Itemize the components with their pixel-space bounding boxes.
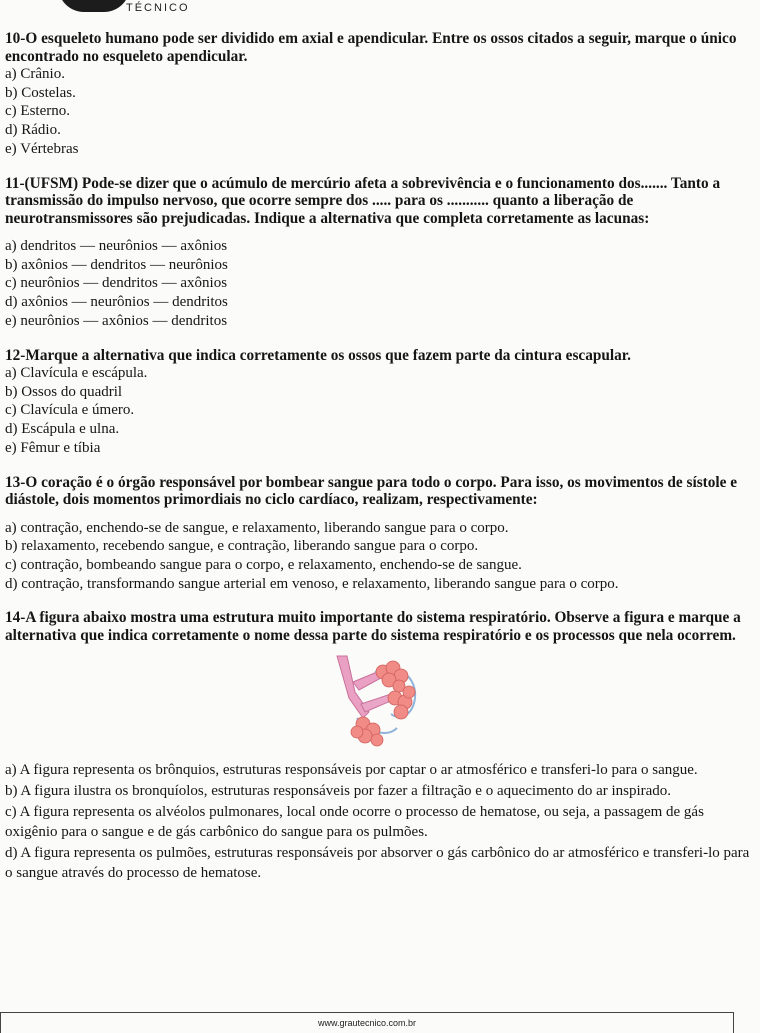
option-14a: a) A figura representa os brônquios, estruturas responsáveis por captar o ar atmosférico e transferi-lo para o sangue.	[5, 762, 698, 779]
option-14d: d) A figura representa os pulmões, estruturas responsáveis por absorver o gás carbônico do ar atmosférico e transferi-lo para o sangue através do processo de hematose.	[5, 844, 750, 882]
question-13	[5, 474, 755, 594]
option-14c: c) A figura representa os alvéolos pulmonares, local onde ocorre o processo de hematose, ou seja, a passagem de gás oxigênio para o sangue e de gás carbônico do sangue para os pulmões.	[5, 803, 704, 841]
question-13-stem: 13-O coração é o órgão responsável por bombear sangue para todo o corpo. Para isso, os movimentos de sístole e diástole, dois momentos primordiais no ciclo cardíaco, realizam, respectivamente:	[5, 473, 738, 509]
option-12a: a) Clavícula e escápula.	[5, 365, 148, 382]
question-14-stem: 14-A figura abaixo mostra uma estrutura muito importante do sistema respiratório. Observe a figura e marque a alternativa que indica corretamente o nome dessa parte do sistema respiratório e os processos que nela ocorrem.	[5, 609, 741, 644]
option-10e: e) Vértebras	[5, 140, 79, 157]
logo-text: TÉCNICO	[126, 2, 190, 14]
question-11-stem: 11-(UFSM) Pode-se dizer que o acúmulo de mercúrio afeta a sobrevivência e o funcionamento dos....... Tanto a transmissão do impulso nervoso, que ocorre sempre dos ..... para os ........... quanto a liberação de neurotransmissores são prejudicadas. Indique a alternativa que completa corretamente as lacunas:	[5, 174, 721, 227]
option-12e: e) Fêmur e tíbia	[5, 439, 101, 456]
option-13c: c) contração, bombeando sangue para o corpo, e relaxamento, enchendo-se de sangue.	[5, 556, 522, 573]
footer-url[interactable]: www.grautecnico.com.br	[0, 1012, 734, 1033]
question-14	[5, 609, 755, 884]
option-10c: c) Esterno.	[5, 103, 70, 120]
question-12-stem: 12-Marque a alternativa que indica corretamente os ossos que fazem parte da cintura escapular.	[5, 346, 631, 364]
question-10	[5, 30, 755, 159]
option-13d: d) contração, transformando sangue arterial em venoso, e relaxamento, liberando sangue para o corpo.	[5, 575, 619, 592]
option-10b: b) Costelas.	[5, 84, 76, 101]
option-11b: b) axônios — dendritos — neurônios	[5, 256, 228, 273]
option-10d: d) Rádio.	[5, 122, 61, 139]
option-11a: a) dendritos — neurônios — axônios	[5, 238, 228, 255]
option-10a: a) Crânio.	[5, 66, 65, 82]
option-11e: e) neurônios — axônios — dendritos	[5, 312, 228, 329]
option-12b: b) Ossos do quadril	[5, 383, 123, 400]
option-11c: c) neurônios — dendritos — axônios	[5, 275, 228, 292]
alveoli-figure	[317, 652, 437, 752]
question-10-stem: 10-O esqueleto humano pode ser dividido em axial e apendicular. Entre os ossos citados a seguir, marque o único encontrado no esqueleto apendicular.	[5, 30, 737, 65]
option-13b: b) relaxamento, recebendo sangue, e contração, liberando sangue para o corpo.	[5, 538, 479, 555]
logo-swoosh	[58, 0, 130, 12]
option-11d: d) axônios — neurônios — dendritos	[5, 294, 228, 311]
question-12	[5, 347, 755, 458]
option-13a: a) contração, enchendo-se de sangue, e relaxamento, liberando sangue para o corpo.	[5, 519, 509, 536]
option-12c: c) Clavícula e úmero.	[5, 402, 135, 419]
option-14b: b) A figura ilustra os bronquíolos, estruturas responsáveis por fazer a filtração e o aquecimento do ar inspirado.	[5, 782, 672, 799]
option-12d: d) Escápula e ulna.	[5, 421, 120, 438]
question-11	[5, 175, 755, 331]
exercise-page	[5, 30, 755, 884]
